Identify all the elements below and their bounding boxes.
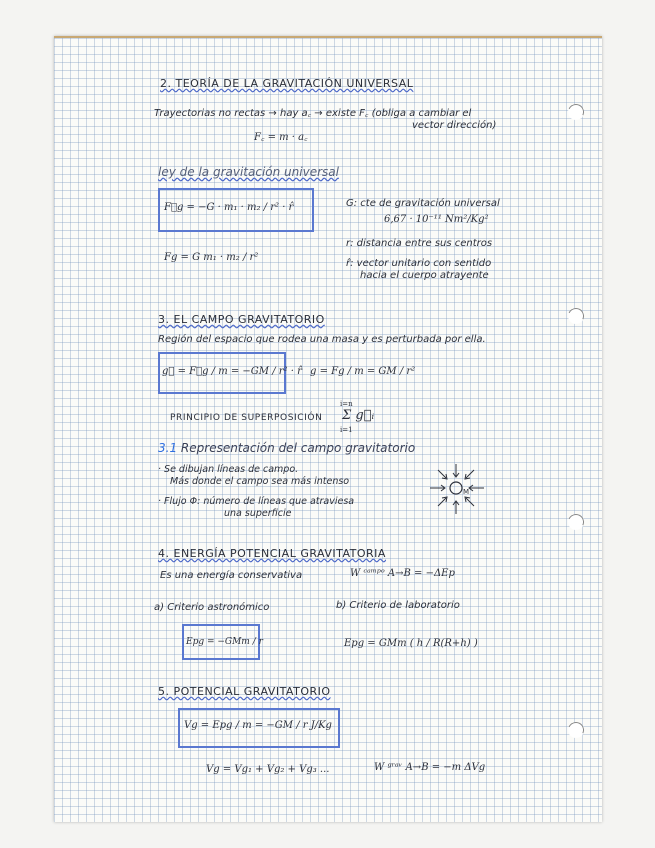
sum-upper-limit: i=n (340, 400, 353, 408)
centripetal-force-formula: F꜀ = m · a꜀ (254, 132, 308, 143)
field-lines-diagram (426, 458, 490, 518)
fg-scalar-formula: Fg = G m₁ · m₂ / r² (164, 252, 259, 263)
conservative-text: Es una energía conservativa (160, 570, 303, 581)
epg-astronomic-formula: Epg = −GMm / r (186, 637, 263, 647)
vg-sum-formula: Vg = Vg₁ + Vg₂ + Vg₃ ... (206, 764, 330, 775)
bullet-flux: · Flujo Φ: número de líneas que atraviesa (158, 496, 355, 507)
g-scalar-formula: g = Fg / m = GM / r² (310, 366, 416, 377)
g-vector-formula: g⃗ = F⃗g / m = −GM / r² · r̂ (162, 366, 302, 377)
trajectory-text: Trayectorias no rectas → hay a꜀ → existe F꜀ (obliga a cambiar el (154, 108, 472, 119)
subsection-3-1-title (158, 442, 415, 454)
epg-laboratory-formula: Epg = GMm ( h / R(R+h) ) (344, 638, 478, 649)
punch-hole (566, 720, 587, 741)
subsection-number: 3.1 (158, 441, 178, 455)
section-3-title: 3. EL CAMPO GRAVITATORIO (158, 313, 325, 326)
work-energy-formula: W ᶜᵃᵐᵖᵒ A→B = −ΔEp (350, 568, 455, 579)
vg-formula: Vg = Epg / m = −GM / r J/Kg (184, 720, 332, 731)
superposition-formula: Σ g⃗ᵢ (342, 408, 375, 423)
field-arrows (430, 464, 484, 514)
rhat-definition: r̂: vector unitario con sentido (346, 258, 492, 269)
section-4-title: 4. ENERGÍA POTENCIAL GRAVITATORIA (158, 547, 386, 560)
notebook-page (54, 36, 602, 822)
g-constant-definition: G: cte de gravitación universal (346, 198, 500, 209)
bullet-field-lines: · Se dibujan líneas de campo. (158, 464, 299, 475)
subsection-title-text: Representación del campo gravitatorio (180, 441, 416, 455)
grav-work-formula: W ᵍʳᵃᵛ A→B = −m ΔVg (374, 762, 486, 773)
punch-hole (566, 102, 587, 123)
sum-lower-limit: i=1 (340, 426, 353, 434)
fg-vector-formula: F⃗g = −G · m₁ · m₂ / r² · r̂ (164, 202, 294, 213)
bullet-flux-cont: una superficie (224, 508, 292, 519)
bullet-field-lines-cont: Más donde el campo sea más intenso (170, 476, 350, 487)
field-definition: Región del espacio que rodea una masa y es perturbada por ella. (158, 334, 486, 345)
punch-hole (566, 512, 587, 533)
law-subtitle: ley de la gravitación universal (158, 165, 339, 179)
criterion-b-title: b) Criterio de laboratorio (336, 600, 460, 611)
r-definition: r: distancia entre sus centros (346, 238, 493, 249)
mass-label: M (463, 488, 470, 496)
criterion-a-title: a) Criterio astronómico (154, 602, 270, 613)
superposition-label: PRINCIPIO DE SUPERPOSICIÓN (170, 413, 323, 423)
punch-hole (566, 306, 587, 327)
section-5-title: 5. POTENCIAL GRAVITATORIO (158, 685, 331, 698)
trajectory-text-cont: vector dirección) (412, 120, 497, 131)
rhat-definition-cont: hacia el cuerpo atrayente (360, 270, 489, 281)
mass-circle (450, 482, 462, 494)
section-2-title: 2. TEORÍA DE LA GRAVITACIÓN UNIVERSAL (160, 77, 414, 90)
g-constant-value: 6,67 · 10⁻¹¹ Nm²/Kg² (384, 214, 489, 225)
